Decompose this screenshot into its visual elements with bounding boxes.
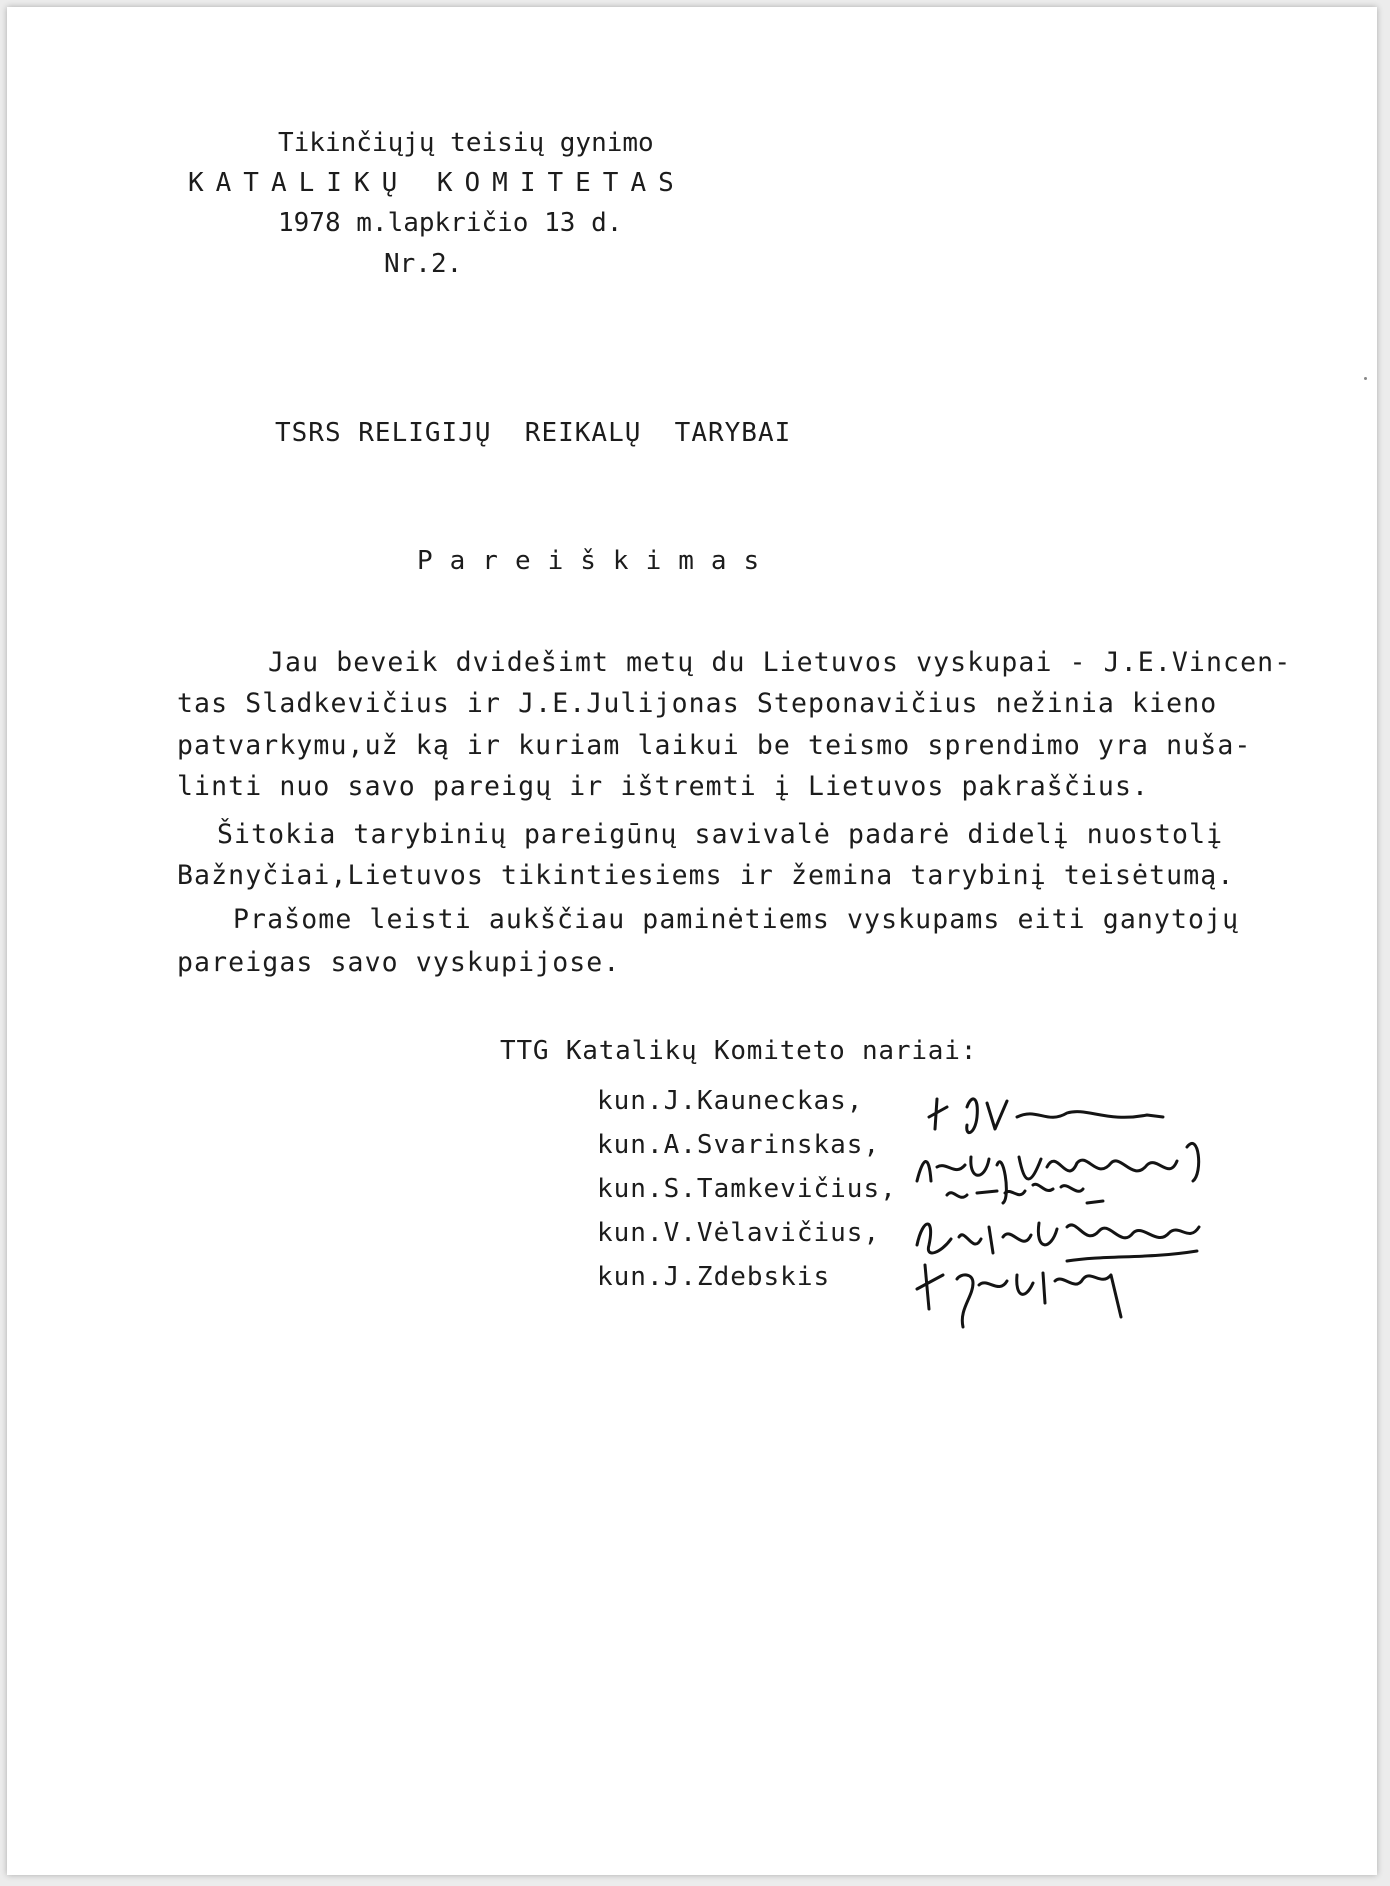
document-page (7, 7, 1377, 1875)
body-line-2: tas Sladkevičius ir J.E.Julijonas Steponavičius nežinia kieno (177, 688, 1218, 719)
paper-speck (1364, 377, 1367, 380)
body-line-6: Bažnyčiai,Lietuvos tikintiesiems ir žemina tarybinį teisėtumą. (177, 860, 1235, 891)
signatories-heading: TTG Katalikų Komiteto nariai: (500, 1036, 978, 1066)
body-line-8: pareigas savo vyskupijose. (177, 947, 621, 978)
body-line-3: patvarkymu,už ką ir kuriam laikui be teismo sprendimo yra nuša- (177, 730, 1252, 761)
signatory-name: kun.S.Tamkevičius, (597, 1174, 897, 1204)
signatory-list (597, 1079, 897, 1299)
header-line1: Tikinčiųjų teisių gynimo (278, 128, 654, 158)
document-title: Pareiškimas (417, 546, 777, 576)
handwritten-signatures (907, 1077, 1307, 1337)
header-number: Nr.2. (384, 249, 463, 279)
signatory-name: kun.J.Kauneckas, (597, 1086, 864, 1116)
header-committee-name: KATALIKŲ KOMITETAS (188, 168, 686, 198)
signature-kauneckas (929, 1099, 1163, 1133)
addressee: TSRS RELIGIJŲ REIKALŲ TARYBAI (275, 418, 792, 448)
signatory-name: kun.J.Zdebskis (597, 1262, 831, 1292)
body-line-7: Prašome leisti aukščiau paminėtiems vyskupams eiti ganytojų (233, 904, 1240, 935)
signature-tamkevicius (947, 1184, 1103, 1203)
signature-velavicius (917, 1223, 1199, 1261)
body-line-5: Šitokia tarybinių pareigūnų savivalė padarė didelį nuostolį (217, 819, 1224, 850)
header-date: 1978 m.lapkričio 13 d. (278, 208, 623, 238)
body-line-1: Jau beveik dvidešimt metų du Lietuvos vyskupai - J.E.Vincen- (268, 647, 1292, 678)
signatory-name: kun.V.Vėlavičius, (597, 1218, 881, 1248)
signature-zdebskis (917, 1265, 1121, 1327)
signature-svarinskas (917, 1143, 1199, 1203)
signatory-name: kun.A.Svarinskas, (597, 1130, 881, 1160)
body-line-4: linti nuo savo pareigų ir ištremti į Lietuvos pakraščius. (177, 771, 1150, 802)
